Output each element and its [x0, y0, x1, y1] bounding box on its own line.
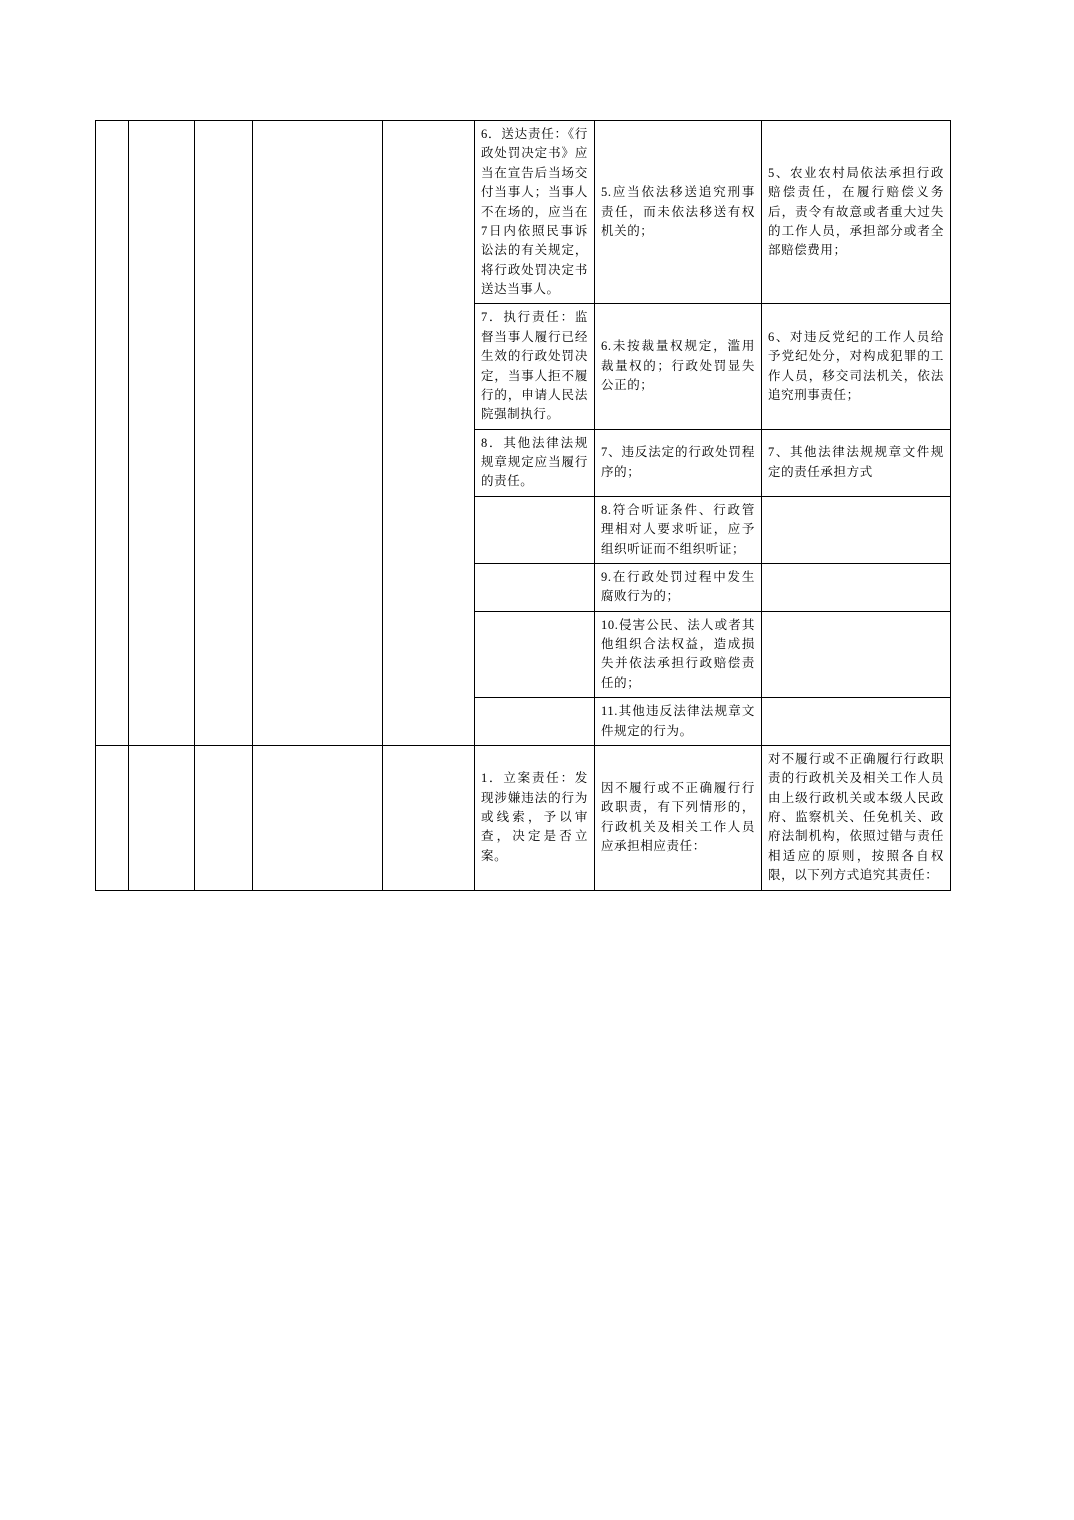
accountability-method-cell	[762, 496, 951, 563]
accountability-situation-cell: 8.符合听证条件、行政管理相对人要求听证，应予组织听证而不组织听证；	[595, 496, 762, 563]
accountability-situation-cell: 因不履行或不正确履行行政职责，有下列情形的，行政机关及相关工作人员应承担相应责任：	[595, 745, 762, 890]
accountability-method-cell: 6、对违反党纪的工作人员给予党纪处分，对构成犯罪的工作人员，移交司法机关，依法追究刑事责任；	[762, 304, 951, 429]
cell-col2	[129, 745, 195, 890]
duty-content-cell	[475, 563, 595, 611]
accountability-situation-cell: 10.侵害公民、法人或者其他组织合法权益，造成损失并依法承担行政赔偿责任的；	[595, 611, 762, 698]
accountability-situation-cell: 6.未按裁量权规定，滥用裁量权的；行政处罚显失公正的；	[595, 304, 762, 429]
cell-col3-span	[195, 121, 253, 746]
cell-col4	[253, 745, 383, 890]
table-row	[96, 745, 951, 890]
cell-col2-span	[129, 121, 195, 746]
responsibility-table	[95, 120, 951, 891]
accountability-situation-cell: 7、违反法定的行政处罚程序的；	[595, 429, 762, 496]
accountability-method-cell	[762, 698, 951, 746]
duty-content-cell: 1．立案责任：发现涉嫌违法的行为或线索，予以审查，决定是否立案。	[475, 745, 595, 890]
duty-content-cell	[475, 611, 595, 698]
accountability-method-cell: 7、其他法律法规规章文件规定的责任承担方式	[762, 429, 951, 496]
accountability-situation-cell: 11.其他违反法律法规章文件规定的行为。	[595, 698, 762, 746]
table-row	[96, 121, 951, 304]
duty-content-cell: 6．送达责任：《行政处罚决定书》应当在宣告后当场交付当事人；当事人不在场的，应当在7日内依照民事诉讼法的有关规定，将行政处罚决定书送达当事人。	[475, 121, 595, 304]
accountability-situation-cell: 9.在行政处罚过程中发生腐败行为的；	[595, 563, 762, 611]
duty-content-cell	[475, 698, 595, 746]
cell-col5-span	[383, 121, 475, 746]
duty-content-cell: 7．执行责任：监督当事人履行已经生效的行政处罚决定，当事人拒不履行的，申请人民法院强制执行。	[475, 304, 595, 429]
cell-col5	[383, 745, 475, 890]
accountability-method-cell	[762, 563, 951, 611]
cell-col1-span	[96, 121, 129, 746]
cell-col3	[195, 745, 253, 890]
accountability-situation-cell: 5.应当依法移送追究刑事责任，而未依法移送有权机关的；	[595, 121, 762, 304]
duty-content-cell: 8．其他法律法规规章规定应当履行的责任。	[475, 429, 595, 496]
cell-col4-span	[253, 121, 383, 746]
accountability-method-cell: 对不履行或不正确履行行政职责的行政机关及相关工作人员由上级行政机关或本级人民政府、监察机关、任免机关、政府法制机构，依照过错与责任相适应的原则，按照各自权限，以下列方式追究其责任：	[762, 745, 951, 890]
cell-col1	[96, 745, 129, 890]
accountability-method-cell	[762, 611, 951, 698]
duty-content-cell	[475, 496, 595, 563]
accountability-method-cell: 5、农业农村局依法承担行政赔偿责任，在履行赔偿义务后，责令有故意或者重大过失的工作人员，承担部分或者全部赔偿费用；	[762, 121, 951, 304]
